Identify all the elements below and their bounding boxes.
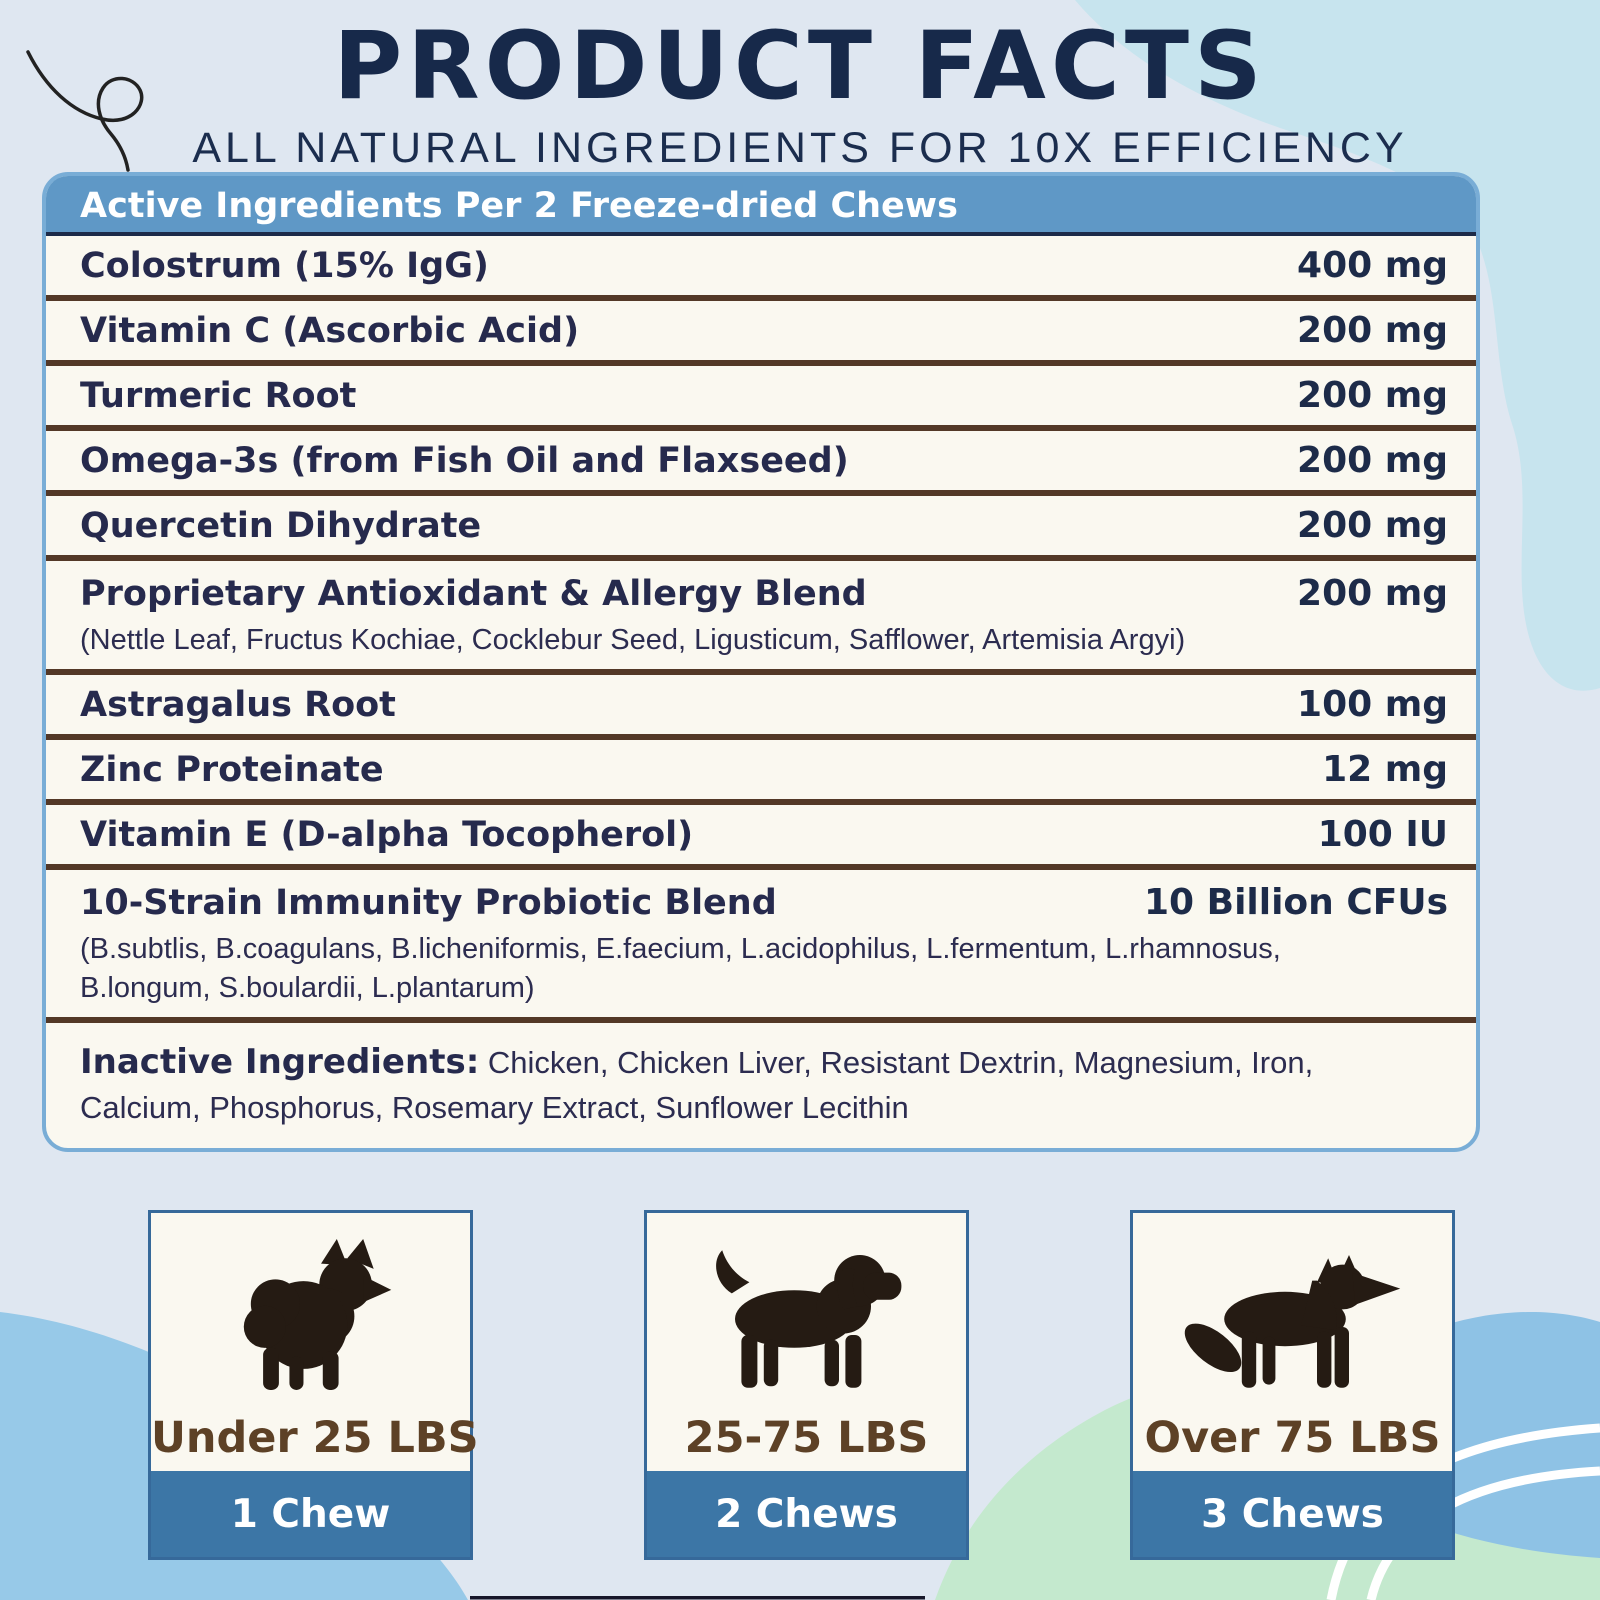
ingredient-row — [46, 366, 1476, 431]
inactive-ingredients-row — [46, 1023, 1476, 1148]
ingredient-row — [46, 301, 1476, 366]
ingredient-row — [46, 870, 1476, 1023]
ingredient-name: Astragalus Root — [80, 684, 396, 725]
page-title: PRODUCT FACTS — [333, 12, 1267, 121]
large-dog-icon — [1168, 1239, 1418, 1399]
weight-range-label: Over 75 LBS — [1144, 1413, 1441, 1464]
weight-range-label: Under 25 LBS — [151, 1413, 479, 1464]
dosage-card-image-area — [1133, 1213, 1452, 1471]
ingredient-row — [46, 496, 1476, 561]
ingredient-row — [46, 236, 1476, 301]
ingredient-name: Quercetin Dihydrate — [80, 505, 482, 546]
ingredient-name: Turmeric Root — [80, 375, 357, 416]
page-subtitle: ALL NATURAL INGREDIENTS FOR 10X EFFICIENCY — [192, 124, 1408, 172]
ingredient-name: Omega-3s (from Fish Oil and Flaxseed) — [80, 440, 849, 481]
ingredient-row — [46, 740, 1476, 805]
weight-range-label: 25-75 LBS — [684, 1413, 929, 1464]
ingredient-row — [46, 675, 1476, 740]
dosage-card-image-area — [647, 1213, 966, 1471]
ingredient-amount: 200 mg — [1297, 440, 1448, 481]
dosage-card-medium-dog — [644, 1210, 969, 1560]
small-dog-icon — [218, 1239, 403, 1397]
ingredient-amount: 200 mg — [1297, 573, 1448, 614]
masthead — [0, 12, 1600, 173]
dosage-card-small-dog — [148, 1210, 479, 1560]
chew-count-bar: 2 Chews — [647, 1471, 966, 1557]
inactive-ingredients-text: Chicken, Chicken Liver, Resistant Dextrin, Magnesium, Iron, Calcium, Phosphorus, Rosemary Extract, Sunflower Lecithin — [80, 1044, 1314, 1126]
table-header: Active Ingredients Per 2 Freeze-dried Chews — [46, 176, 1476, 236]
ingredient-amount: 200 mg — [1297, 505, 1448, 546]
ingredient-name: Zinc Proteinate — [80, 749, 384, 790]
ingredient-name: Colostrum (15% IgG) — [80, 245, 489, 286]
ingredient-amount: 12 mg — [1322, 749, 1448, 791]
ingredient-name: Proprietary Antioxidant & Allergy Blend — [80, 573, 867, 614]
ingredient-row — [46, 561, 1476, 675]
ingredient-detail: (Nettle Leaf, Fructus Kochiae, Cocklebur Seed, Ligusticum, Safflower, Artemisia Argyi) — [80, 624, 1186, 656]
medium-dog-icon — [692, 1239, 922, 1399]
ingredient-amount: 100 IU — [1317, 814, 1448, 856]
inactive-ingredients-label: Inactive Ingredients: — [80, 1041, 480, 1082]
ingredient-name: Vitamin C (Ascorbic Acid) — [80, 310, 580, 351]
ingredient-row — [46, 431, 1476, 496]
ingredient-amount: 100 mg — [1297, 684, 1448, 726]
ingredients-table — [42, 172, 1480, 1152]
ingredient-amount: 400 mg — [1297, 245, 1448, 286]
ingredient-amount: 10 Billion CFUs — [1144, 882, 1448, 924]
dosage-card-large-dog — [1130, 1210, 1455, 1560]
ingredient-amount: 200 mg — [1297, 375, 1448, 416]
ingredient-row — [46, 805, 1476, 870]
dosage-card-image-area — [151, 1213, 479, 1471]
chew-count-bar: 3 Chews — [1133, 1471, 1452, 1557]
ingredient-name: 10-Strain Immunity Probiotic Blend — [80, 882, 777, 923]
ingredient-detail: (B.subtlis, B.coagulans, B.licheniformis, E.faecium, L.acidophilus, L.fermentum, L.rhamnosus, B.longum, S.boulardii, L.plantarum) — [80, 933, 1281, 1004]
chew-count-bar: 1 Chew — [151, 1471, 470, 1557]
bottom-edge-line — [470, 1596, 925, 1600]
ingredient-amount: 200 mg — [1297, 310, 1448, 351]
ingredient-name: Vitamin E (D-alpha Tocopherol) — [80, 814, 694, 855]
